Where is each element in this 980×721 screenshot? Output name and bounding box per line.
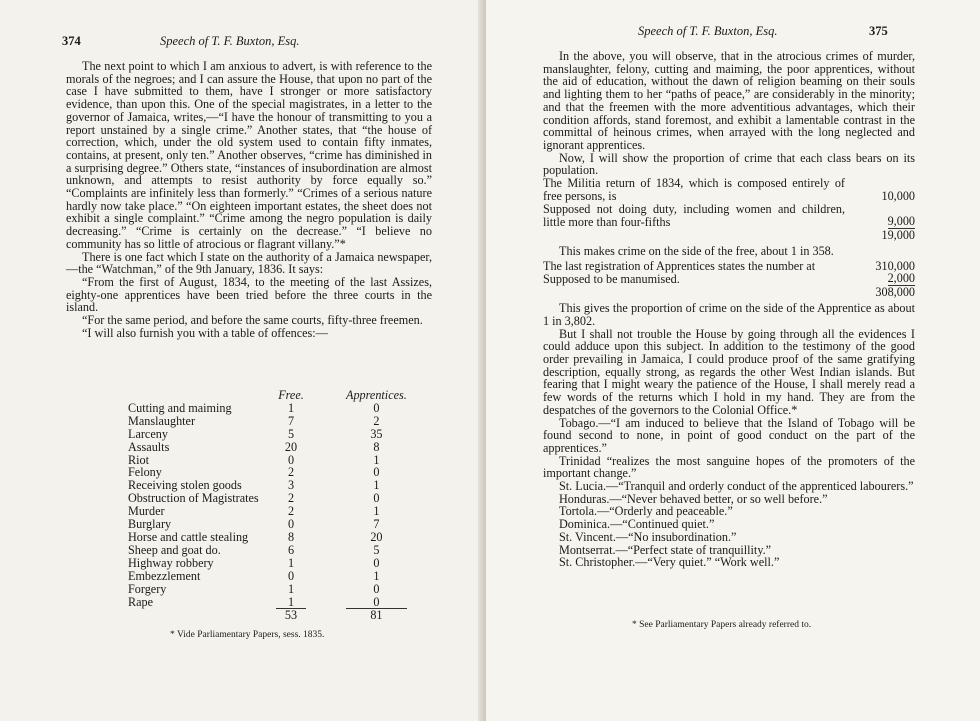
stat-label: Supposed not doing duty, including women and children, little more than four-fifths [543, 201, 845, 229]
table-row [128, 402, 407, 415]
free-count: 0 [287, 568, 295, 583]
left-body-text [66, 60, 432, 339]
apprentices-count: 0 [373, 400, 380, 415]
apprentices-count: 0 [373, 491, 380, 506]
paragraph: Now, I will show the proportion of crime that each class bears on its population. [543, 150, 915, 178]
free-count: 1 [287, 594, 295, 609]
apprentices-count: 8 [373, 439, 380, 454]
apprentices-count: 0 [373, 581, 380, 596]
stat-value: 2,000 [887, 271, 915, 286]
stat-total [543, 286, 915, 299]
free-count: 1 [287, 555, 295, 570]
footnote: * See Parliamentary Papers already referred to. [632, 620, 812, 630]
offence-name: Forgery [128, 581, 167, 596]
free-count: 2 [287, 465, 295, 480]
stat-total-value: 308,000 [875, 285, 915, 300]
paragraph: Dominica.—“Continued quiet.” [559, 517, 715, 532]
free-count: 1 [287, 400, 295, 415]
paragraph: Tobago.—“I am induced to believe that the Island of Tobago will be found second to none, in point of good conduct on the part of the apprentices.” [543, 415, 915, 455]
stat-militia [543, 177, 915, 203]
footnote: * Vide Parliamentary Papers, sess. 1835. [170, 630, 325, 640]
apprentices-count: 1 [373, 452, 380, 467]
left-page [0, 0, 486, 721]
page-number: 375 [869, 24, 888, 38]
stat-not-doing-duty [543, 203, 915, 229]
right-body-text [543, 50, 915, 569]
apprentices-total: 81 [346, 609, 407, 622]
apprentices-count: 5 [373, 542, 380, 557]
free-count: 2 [287, 504, 295, 519]
stat-manumised [543, 273, 915, 286]
table-row [128, 441, 407, 454]
table-row [128, 428, 407, 441]
offence-name: Felony [128, 465, 162, 480]
stat-value: 9,000 [887, 213, 915, 228]
offence-name: Burglary [128, 517, 172, 532]
paragraph: “From the first of August, 1834, to the meeting of the last Assizes, eighty-one apprentices have been tried before the three courts in the island. [66, 274, 432, 315]
paragraph: Montserrat.—“Perfect state of tranquillity.” [559, 542, 772, 557]
offence-name: Larceny [128, 426, 168, 441]
right-page [486, 0, 980, 721]
offence-name: Embezzlement [128, 568, 201, 583]
free-count: 3 [287, 478, 295, 493]
apprentices-count: 1 [373, 478, 380, 493]
offence-name: Obstruction of Magistrates [128, 491, 259, 506]
paragraph: But I shall not trouble the House by going through all the evidences I could adduce upon this subject. In addition to the testimony of the good order prevailing in Jamaica, I could produce proof of the same gratifying description, equally strong, as regards the other West Indian islands. But fearing that I might weary the patience of the House, I shall merely read a few words of the returns which I hold in my hand. They are from the despatches of the governors to the Colonial Office.* [543, 326, 915, 417]
paragraph: St. Lucia.—“Tranquil and orderly conduct of the apprenticed labourers.” [559, 479, 914, 494]
free-count: 0 [287, 452, 295, 467]
paragraph: In the above, you will observe, that in the atrocious crimes of murder, manslaughter, felony, cutting and maiming, the poor apprentices, without the aid of education, without the dawn of religion beaming on their souls and lighting them to her “paths of peace,” are considerably in the minority; and that the freemen with the more adventitious advantages, which their condition affords, stand foremost, and exhibit a lamentable contrast in the committal of heinous crimes, when arrayed with the long neglected and ignorant apprentices. [543, 49, 915, 152]
paragraph: This gives the proportion of crime on the side of the Apprentice as about 1 in 3,802. [543, 301, 915, 328]
offence-name: Horse and cattle stealing [128, 529, 249, 544]
offence-name: Rape [128, 594, 154, 609]
stat-value: 10,000 [881, 188, 915, 203]
free-count: 7 [287, 413, 295, 428]
apprentices-count: 1 [373, 568, 380, 583]
table-row [128, 415, 407, 428]
apprentices-count: 20 [370, 529, 383, 544]
apprentices-count: 0 [373, 465, 380, 480]
free-count: 6 [287, 542, 295, 557]
table-total-row [128, 609, 407, 622]
stat-label: The Militia return of 1834, which is composed entirely of free persons, is [543, 176, 845, 203]
apprentices-count: 1 [373, 504, 380, 519]
table-row [128, 544, 407, 557]
stat-total-value: 19,000 [881, 227, 915, 242]
free-count: 20 [284, 439, 298, 454]
paragraph: St. Vincent.—“No insubordination.” [559, 529, 737, 544]
apprentices-count: 0 [373, 555, 380, 570]
paragraph: There is one fact which I state on the authority of a Jamaica newspaper,—the “Watchman,” of the 9th January, 1836. It says: [66, 249, 432, 277]
stat-label: Supposed to be manumised. [543, 272, 680, 287]
paragraph: Trinidad “realizes the most sanguine hopes of the promoters of the important change.” [543, 453, 915, 481]
table-row [128, 454, 407, 467]
free-count: 8 [287, 529, 295, 544]
stat-total [543, 229, 915, 242]
offences-table [128, 389, 407, 622]
stat-label: The last registration of Apprentices states the number at [543, 259, 816, 274]
table-row [128, 596, 407, 609]
offence-name: Receiving stolen goods [128, 478, 242, 493]
table-row [128, 570, 407, 583]
paragraph: “For the same period, and before the same courts, fifty-three freemen. [82, 313, 423, 328]
running-head: Speech of T. F. Buxton, Esq. [638, 24, 778, 38]
free-total: 53 [276, 609, 306, 622]
apprentices-count: 7 [373, 517, 380, 532]
table-header-row [128, 389, 407, 402]
running-head: Speech of T. F. Buxton, Esq. [160, 34, 300, 48]
table-row [128, 557, 407, 570]
offence-name: Cutting and maiming [128, 400, 232, 415]
free-count: 5 [287, 426, 295, 441]
free-count: 0 [287, 517, 295, 532]
column-header-free: Free. [278, 388, 304, 402]
apprentices-count: 0 [373, 594, 380, 609]
stat-value: 310,000 [875, 259, 915, 274]
column-header-apprentices: Apprentices. [346, 388, 407, 402]
apprentices-count: 35 [370, 426, 383, 441]
offence-name: Riot [128, 452, 149, 467]
paragraph: “I will also furnish you with a table of offences:— [82, 325, 328, 340]
apprentices-count: 2 [373, 413, 380, 428]
offence-name: Sheep and goat do. [128, 542, 221, 557]
free-count: 2 [287, 491, 295, 506]
offence-name: Highway robbery [128, 555, 214, 570]
paragraph: Honduras.—“Never behaved better, or so well before.” [559, 491, 828, 506]
offence-name: Manslaughter [128, 413, 196, 428]
paragraph: The next point to which I am anxious to advert, is with reference to the morals of the negroes; and I can assure the House, that upon no part of the case I have submitted to them, have I stronger or more satisfactory evidence, than upon this. One of the special magistrates, in a letter to the governor of Jamaica, writes,—“I have the honour of transmitting to you a report unstained by a single crime.” Another states, that “the house of correction, which, under the old system used to contain fifty inmates, contains, at present, only ten.” Another observes, “crime has diminished in a surprising degree.” Others state, “instances of insubordination are almost unknown, and attempts to resist authority by force equally so.” “Complaints are infinitely less than formerly.” “Crimes of a serious nature hardly now take place.” “On eighteen important estates, the sheet does not exhibit a single complaint.” “Crime among the negro population is daily decreasing.” “Crime is certainly on the decrease.” “I believe no community has so little of atrocious or flagrant villany.”* [66, 59, 432, 251]
table-row [128, 583, 407, 596]
free-count: 1 [287, 581, 295, 596]
page-number: 374 [62, 34, 81, 48]
offence-name: Murder [128, 504, 165, 519]
paragraph: St. Christopher.—“Very quiet.” “Work well.” [559, 555, 780, 570]
paragraph: Tortola.—“Orderly and peaceable.” [559, 504, 733, 519]
table-row [128, 492, 407, 505]
paragraph: This makes crime on the side of the free, about 1 in 358. [559, 243, 834, 258]
offence-name: Assaults [128, 439, 170, 454]
table-row [128, 531, 407, 544]
